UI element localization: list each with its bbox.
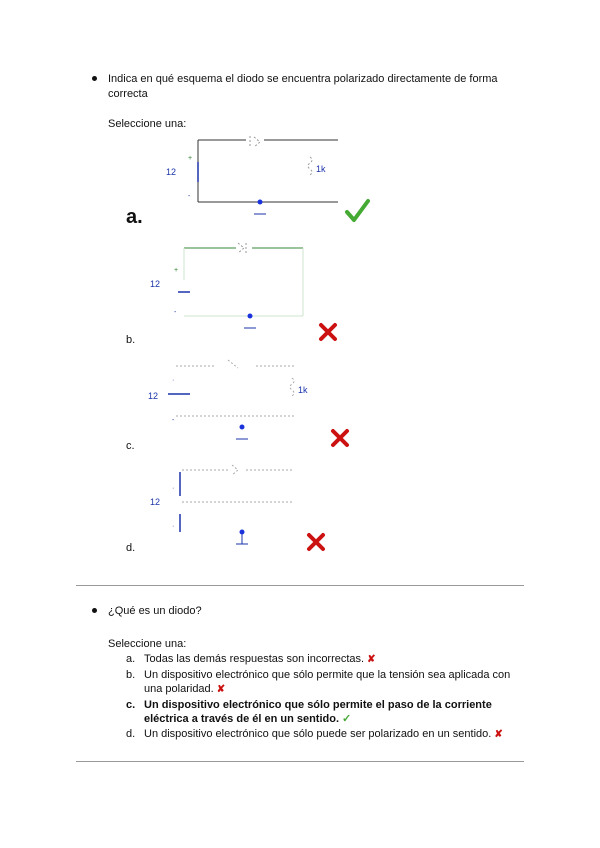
option-letter-d[interactable]: d. [126,542,136,554]
option-text: Un dispositivo electrónico que sólo puede ser polarizado en un sentido. [144,728,492,740]
select-label: Seleccione una: [108,638,187,650]
cross-icon: ✘ [367,654,376,665]
voltage-label: 12 [150,279,161,289]
circuit-option-a[interactable] [160,132,340,222]
select-label: Seleccione una: [108,118,187,130]
option-letter-c[interactable]: c. [126,440,135,452]
answer-option-b[interactable] [126,668,526,697]
svg-text:-: - [172,417,175,424]
option-text: Un dispositivo electrónico que sólo permite que la tensión sea aplicada con una polaridad. [144,669,511,695]
option-letter-b[interactable]: b. [126,334,136,346]
svg-text:+: + [174,267,179,274]
svg-text:·: · [172,523,175,530]
option-letter: a. [126,653,136,665]
question-text: ¿Qué es un diodo? [108,605,202,617]
cross-icon: ✘ [494,729,503,740]
question-bullet [92,608,97,613]
svg-text:-: - [174,309,177,316]
question-bullet [92,76,97,81]
option-letter-a[interactable]: a. [126,206,143,228]
voltage-label: 12 [148,391,159,401]
option-text: Todas las demás respuestas son incorrectas. [144,653,365,665]
voltage-label: 12 [150,497,161,507]
question-divider [76,761,524,762]
resistor-label: 1k [316,164,326,174]
resistor-label: 1k [298,385,308,395]
answer-option-a[interactable] [126,652,526,667]
cross-icon [306,532,326,552]
svg-text:·: · [172,485,175,492]
option-letter: b. [126,669,136,681]
answer-list [126,652,526,743]
check-icon: ✓ [342,713,352,725]
answer-option-c[interactable] [126,698,526,726]
option-letter: d. [126,728,136,740]
svg-text:+: + [188,155,193,162]
cross-icon [318,322,338,342]
cross-icon [330,428,350,448]
check-icon [344,198,370,224]
option-text: Un dispositivo electrónico que sólo permite el paso de la corriente eléctrica a través de él en un sentido. [144,699,492,725]
circuit-option-c[interactable] [146,356,326,446]
voltage-label: 12 [166,167,177,177]
question-text: Indica en qué esquema el diodo se encuentra polarizado directamente de forma correcta [108,73,498,100]
question-divider [76,585,524,586]
circuit-option-b[interactable] [146,240,316,336]
svg-text:-: - [188,193,191,200]
option-letter: c. [126,699,136,711]
answer-option-d[interactable] [126,727,526,742]
cross-icon: ✘ [216,684,226,695]
svg-text:·: · [172,377,175,384]
circuit-option-d[interactable] [146,462,306,552]
